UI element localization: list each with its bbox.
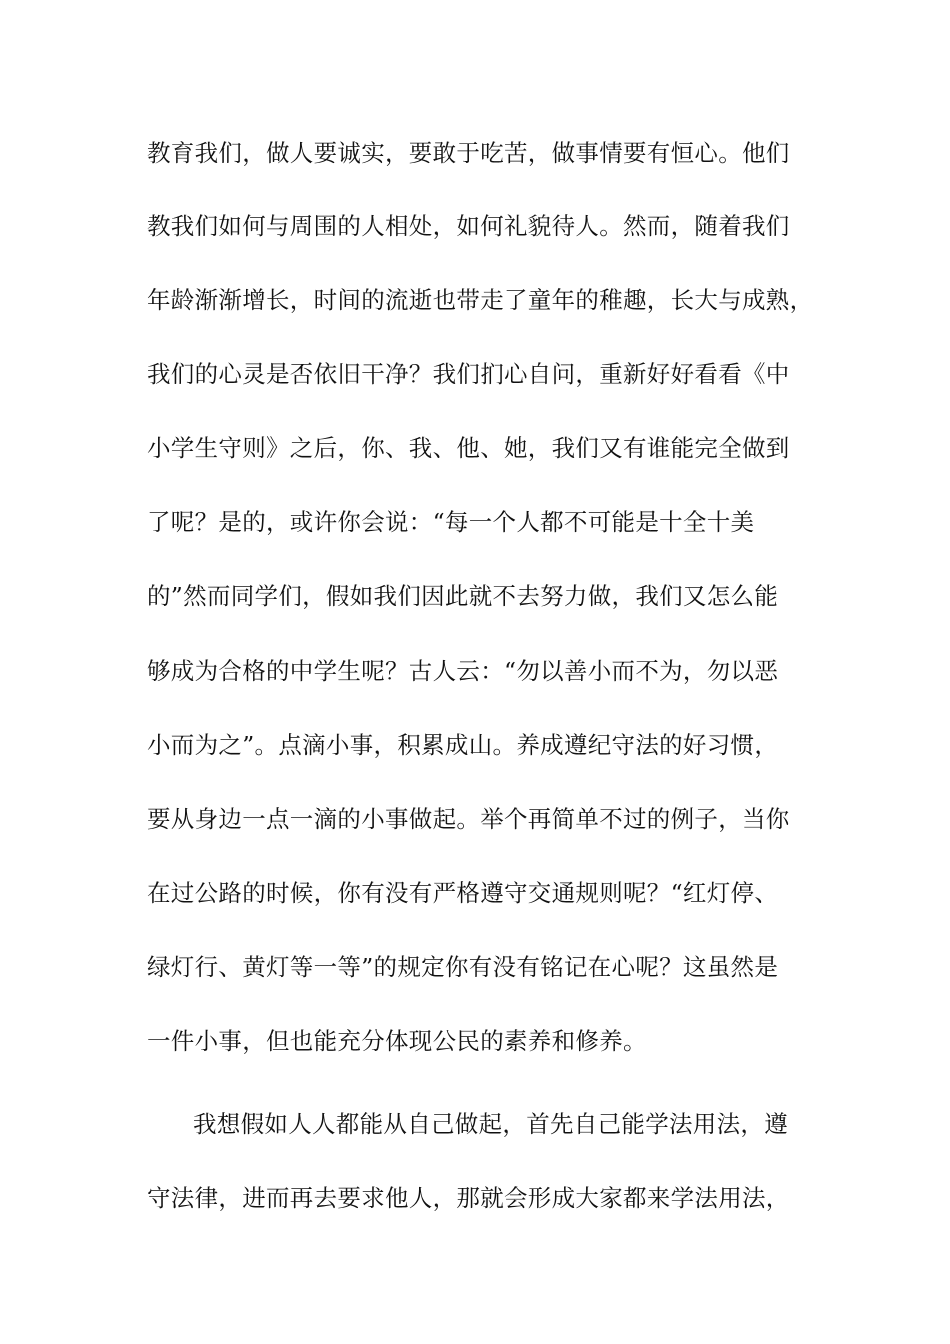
paragraph-line: 教我们如何与周围的人相处，如何礼貌待人。然而，随着我们	[147, 212, 790, 240]
paragraph-line: 小学生守则》之后，你、我、他、她，我们又有谁能完全做到	[147, 434, 790, 462]
paragraph-line: 一件小事，但也能充分体现公民的素养和修养。	[147, 1027, 647, 1055]
paragraph-line: 年龄渐渐增长，时间的流逝也带走了童年的稚趣，长大与成熟，	[147, 286, 814, 314]
paragraph-line: 我们的心灵是否依旧干净？我们扪心自问，重新好好看看《中	[147, 360, 790, 388]
paragraph-line: 绿灯行、黄灯等一等”的规定你有没有铭记在心呢？这虽然是	[147, 953, 779, 981]
paragraph-line: 了呢？是的，或许你会说：“每一个人都不可能是十全十美	[147, 508, 755, 536]
paragraph-line: 的”然而同学们，假如我们因此就不去努力做，我们又怎么能	[147, 582, 779, 610]
paragraph-line: 教育我们，做人要诚实，要敢于吃苦，做事情要有恒心。他们	[147, 139, 790, 167]
paragraph-line: 要从身边一点一滴的小事做起。举个再简单不过的例子，当你	[147, 805, 790, 833]
paragraph-line-indented: 我想假如人人都能从自己做起，首先自己能学法用法，遵	[193, 1110, 788, 1138]
paragraph-line: 小而为之”。点滴小事，积累成山。养成遵纪守法的好习惯，	[147, 731, 779, 759]
paragraph-line: 够成为合格的中学生呢？古人云：“勿以善小而不为，勿以恶	[147, 657, 779, 685]
paragraph-line: 在过公路的时候，你有没有严格遵守交通规则呢？“红灯停、	[147, 879, 779, 907]
paragraph-line: 守法律，进而再去要求他人，那就会形成大家都来学法用法，	[147, 1184, 790, 1212]
